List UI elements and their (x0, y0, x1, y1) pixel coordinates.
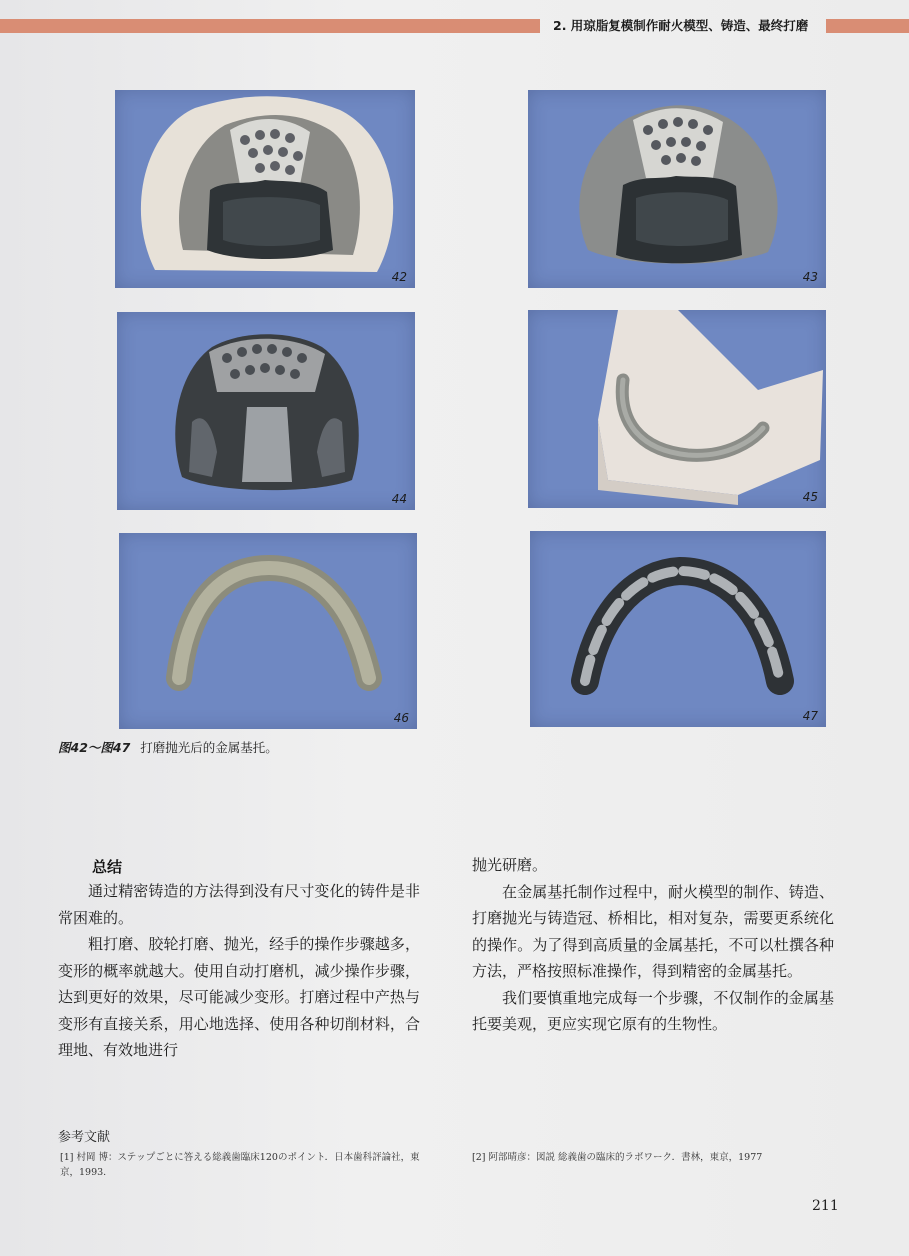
header-accent-bar-right (826, 19, 909, 33)
figure-number: 45 (802, 490, 818, 504)
figure-45-illustration (528, 310, 826, 508)
figure-number: 43 (802, 270, 818, 284)
figure-46-photo (119, 533, 417, 729)
figure-number: 42 (391, 270, 407, 284)
right-text-column (472, 852, 834, 1038)
caption-text: 打磨抛光后的金属基托。 (140, 740, 278, 755)
body-paragraph-continuation: 抛光研磨。 (472, 856, 548, 874)
reference-item: [1] 村岡 博：ステップごとに答える総義歯臨床120のポイント．日本歯科評論社，東京，1993. (60, 1152, 420, 1178)
figure-42-illustration (115, 90, 415, 288)
reference-item: [2] 阿部晴彦：図説 総義歯の臨床的ラボワーク．書林，東京，1977 (472, 1152, 763, 1163)
left-text-column (58, 878, 420, 1064)
figure-47-photo (530, 531, 826, 727)
figure-number: 46 (393, 711, 409, 725)
references-title: 参考文献 (58, 1130, 111, 1145)
figure-44-illustration (117, 312, 415, 510)
figure-caption (58, 738, 278, 756)
figure-number: 44 (391, 492, 407, 506)
body-paragraph: 我们要慎重地完成每一个步骤，不仅制作的金属基托要美观，更应实现它原有的生物性。 (472, 988, 834, 1033)
page-number: 211 (812, 1198, 839, 1214)
figure-45-photo (528, 310, 826, 508)
caption-label: 图42～图47 (58, 740, 131, 755)
figure-number: 47 (802, 709, 818, 723)
body-paragraph: 粗打磨、胶轮打磨、抛光，经手的操作步骤越多，变形的概率就越大。使用自动打磨机，减少操作步骤，达到更好的效果，尽可能减少变形。打磨过程中产热与变形有直接关系，用心地选择、使用各种切削材料，合理地、有效地进行 (58, 935, 420, 1059)
figure-43-illustration (528, 90, 826, 288)
summary-heading: 总结 (92, 858, 123, 876)
body-paragraph: 通过精密铸造的方法得到没有尺寸变化的铸件是非常困难的。 (58, 882, 420, 927)
figure-42-photo (115, 90, 415, 288)
figure-43-photo (528, 90, 826, 288)
figure-44-photo (117, 312, 415, 510)
figure-46-illustration (119, 533, 417, 729)
header-accent-bar (0, 19, 540, 33)
body-paragraph: 在金属基托制作过程中，耐火模型的制作、铸造、打磨抛光与铸造冠、桥相比，相对复杂，需要更系统化的操作。为了得到高质量的金属基托，不可以杜撰各种方法，严格按照标准操作，得到精密的金属基托。 (472, 882, 834, 980)
running-header: 2. 用琼脂复模制作耐火模型、铸造、最终打磨 (553, 18, 809, 33)
figure-47-illustration (530, 531, 826, 727)
